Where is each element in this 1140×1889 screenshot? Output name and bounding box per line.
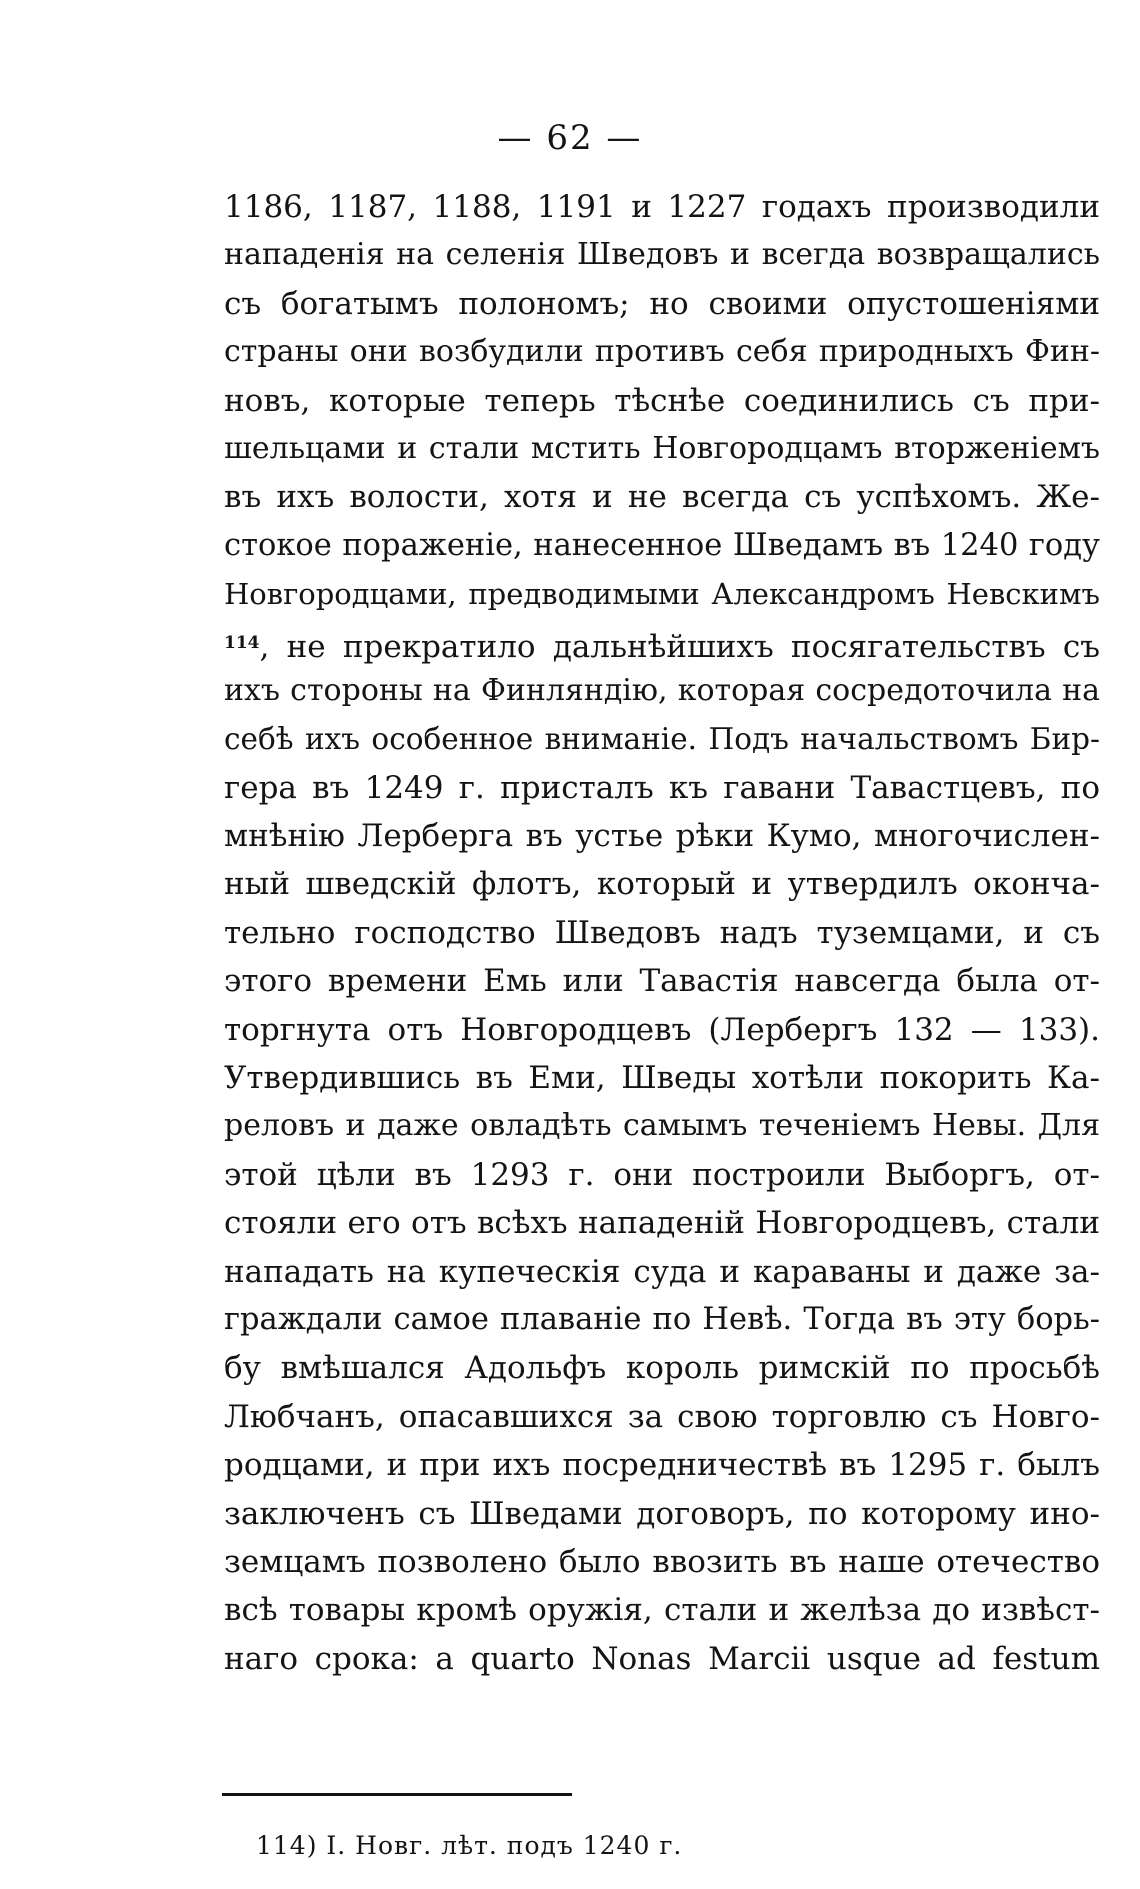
text-line: тельно господство Шведовъ надъ туземцами, и съ	[224, 914, 1100, 951]
text-line: земцамъ позволено было ввозить въ наше отечество	[224, 1543, 1100, 1580]
text-line: ихъ стороны на Финляндію, которая сосредоточила на	[224, 672, 1100, 708]
text-line: стокое пораженіе, нанесенное Шведамъ въ 1240 году	[224, 527, 1100, 563]
text-line: себѣ ихъ особенное вниманіе. Подъ начальствомъ Бир-	[224, 722, 1100, 757]
text-line: нападенія на селенія Шведовъ и всегда возвращались	[224, 237, 1100, 273]
text-line: заключенъ съ Шведами договоръ, по которому ино-	[224, 1495, 1100, 1532]
text-line: Утвердившись въ Еми, Шведы хотѣли покорить Ка-	[224, 1060, 1100, 1097]
text-line: всѣ товары кромѣ оружія, стали и желѣза до извѣст-	[224, 1592, 1100, 1629]
text-line: 1186, 1187, 1188, 1191 и 1227 годахъ производили	[224, 189, 1100, 225]
text-line: новъ, которые теперь тѣснѣе соединились съ при-	[224, 382, 1100, 419]
page-number: — 62 —	[497, 118, 643, 158]
text-line: этой цѣли въ 1293 г. они построили Выборгъ, от-	[224, 1156, 1100, 1193]
text-line: шельцами и стали мстить Новгородцамъ вторженіемъ	[224, 430, 1100, 466]
text-line: родцами, и при ихъ посредничествѣ въ 1295 г. былъ	[224, 1447, 1100, 1484]
text-line: Любчанъ, опасавшихся за свою торговлю съ Новго-	[224, 1398, 1100, 1435]
text-line: мнѣнію Лерберга въ устье рѣки Кумо, многочислен-	[224, 818, 1100, 855]
text-line: наго срока: a quarto Nonas Marcii usque ad festum	[224, 1640, 1100, 1677]
text-line: нападать на купеческія суда и караваны и даже за-	[224, 1253, 1100, 1290]
text-line: въ ихъ волости, хотя и не всегда съ успѣхомъ. Же-	[224, 479, 1100, 516]
footnote: 114) I. Новг. лѣт. подъ 1240 г.	[256, 1831, 683, 1860]
text-line-content: , не прекратило дальнѣйшихъ посягательствъ съ	[259, 628, 1100, 665]
text-line: съ богатымъ полономъ; но своими опустошеніями	[224, 285, 1100, 322]
footnote-reference[interactable]: 114	[224, 632, 260, 653]
text-line: реловъ и даже овладѣть самымъ теченіемъ Невы. Для	[224, 1108, 1100, 1144]
text-line: стояли его отъ всѣхъ нападеній Новгородцевъ, стали	[224, 1205, 1100, 1242]
text-line: этого времени Емь или Тавастія навсегда была от-	[224, 963, 1100, 1000]
body-text	[224, 183, 1100, 1683]
text-line: ный шведскій флотъ, который и утвердилъ оконча-	[224, 866, 1100, 903]
text-line: страны они возбудили противъ себя природныхъ Фин-	[224, 334, 1100, 370]
text-line: Новгородцами, предводимыми Александромъ Невскимъ	[224, 577, 1100, 612]
text-line: граждали самое плаваніе по Невѣ. Тогда въ эту борь-	[224, 1301, 1100, 1337]
text-line: бу вмѣшался Адольфъ король римскій по просьбѣ	[224, 1350, 1100, 1387]
text-line: гера въ 1249 г. присталъ къ гавани Тавастцевъ, по	[224, 769, 1100, 806]
footnote-divider	[222, 1793, 572, 1796]
text-line: торгнута отъ Новгородцевъ (Лербергъ 132 — 133).	[224, 1011, 1100, 1048]
text-line-with-footnote-mark	[224, 619, 1100, 667]
